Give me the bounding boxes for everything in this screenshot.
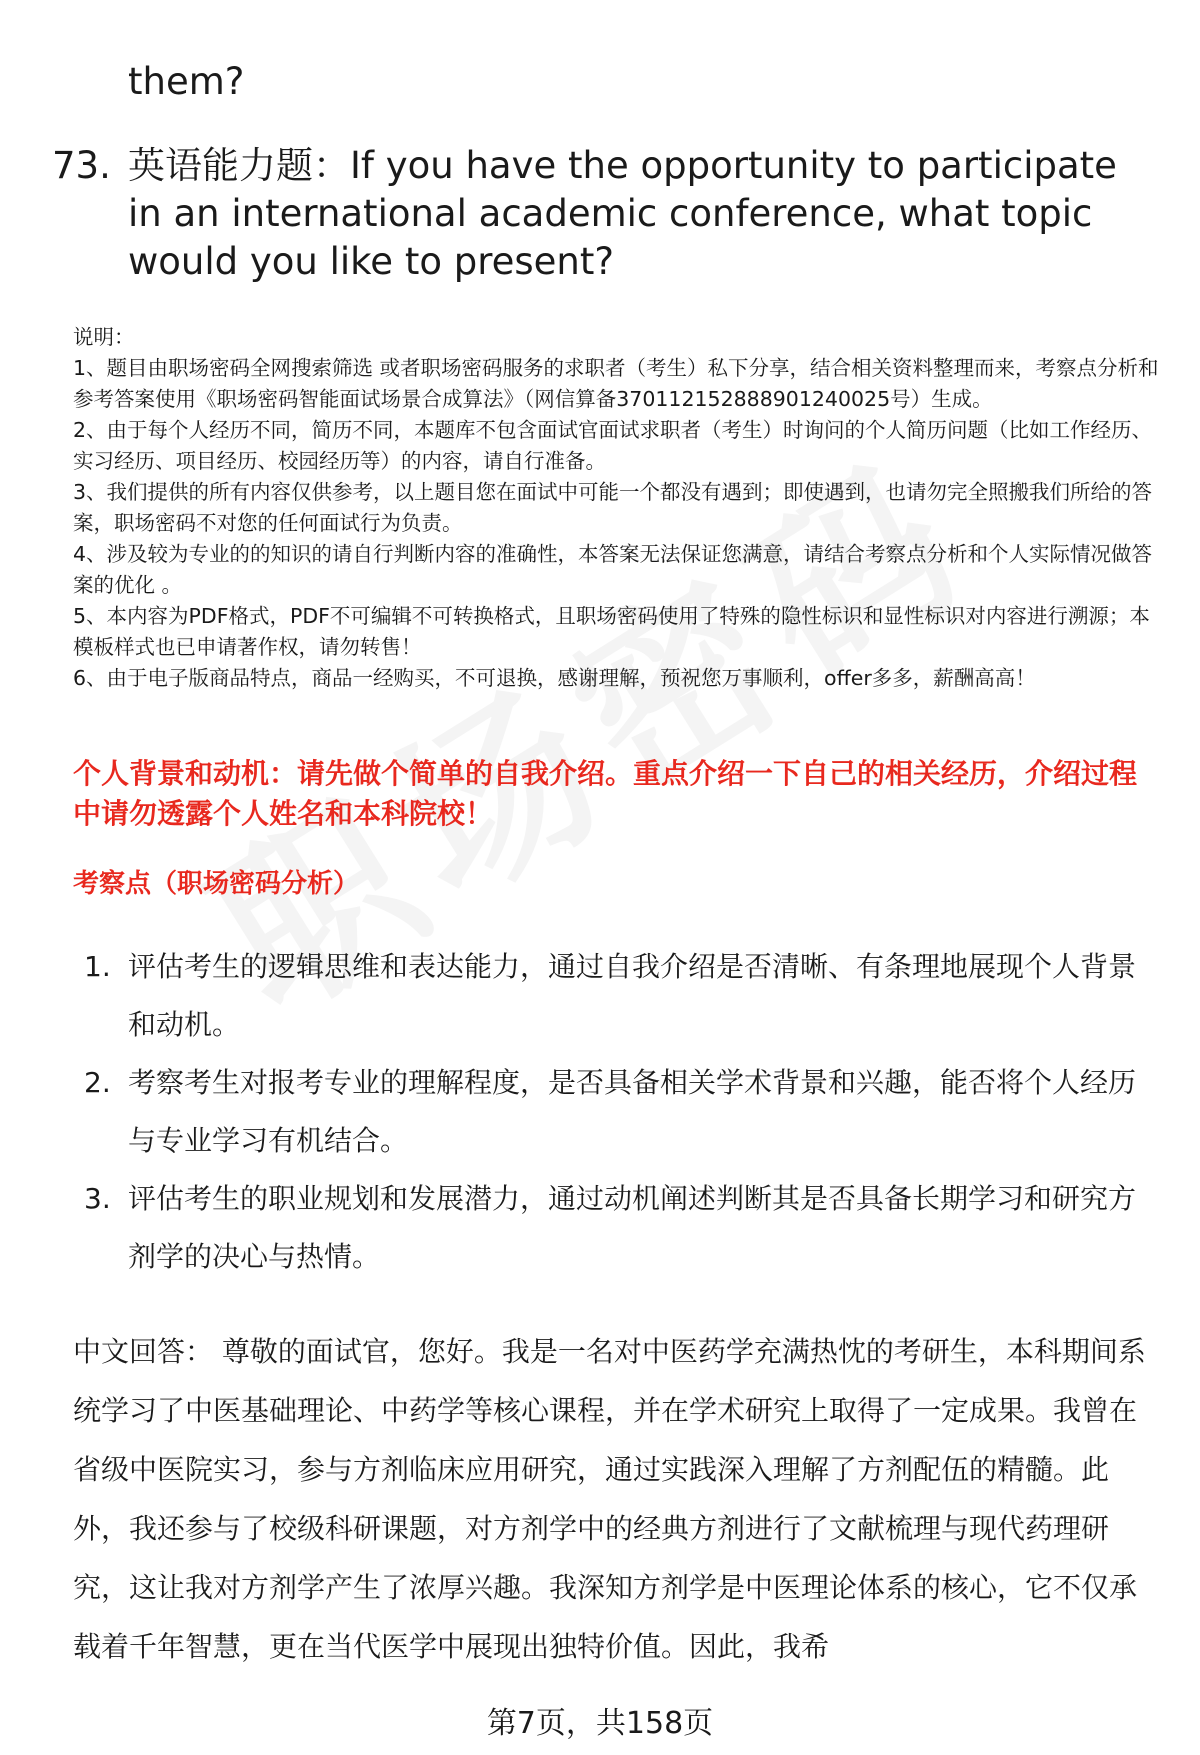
note-item: 5、本内容为PDF格式，PDF不可编辑不可转换格式，且职场密码使用了特殊的隐性标识和显性标识对内容进行溯源；本模板样式也已申请著作权，请勿转售！ <box>73 604 1150 659</box>
point-text: 考察考生对报考专业的理解程度，是否具备相关学术背景和兴趣，能否将个人经历与专业学习有机结合。 <box>128 1066 1137 1157</box>
note-item: 3、我们提供的所有内容仅供参考，以上题目您在面试中可能一个都没有遇到；即使遇到，也请勿完全照搬我们所给的答案，职场密码不对您的任何面试行为负责。 <box>73 480 1153 535</box>
chinese-answer: 中文回答： 尊敬的面试官，您好。我是一名对中医药学充满热忱的考研生，本科期间系统学习了中医基础理论、中药学等核心课程，并在学术研究上取得了一定成果。我曾在省级中医院实习，参与方剂临床应用研究，通过实践深入理解了方剂配伍的精髓。此外，我还参与了校级科研课题，对方剂学中的经典方剂进行了文献梳理与现代药理研究，这让我对方剂学产生了浓厚兴趣。我深知方剂学是中医理论体系的核心，它不仅承载着千年智慧，更在当代医学中展现出独特价值。因此，我希 <box>73 1335 1146 1663</box>
question-number: 73. <box>52 144 111 187</box>
page-footer: 第7页，共158页 <box>486 1706 714 1741</box>
analysis-heading: 考察点（职场密码分析） <box>73 869 360 899</box>
note-item: 2、由于每个人经历不同，简历不同，本题库不包含面试官面试求职者（考生）时询问的个人简历问题（比如工作经历、实习经历、项目经历、校园经历等）的内容，请自行准备。 <box>73 418 1153 473</box>
analysis-point <box>84 1054 1144 1170</box>
analysis-points-list <box>84 938 1144 1286</box>
question-text: 英语能力题：If you have the opportunity to participate in an international academic conference, what topic would you like to present? <box>128 144 1117 283</box>
point-number: 1. <box>84 950 111 983</box>
note-item: 6、由于电子版商品特点，商品一经购买，不可退换，感谢理解，预祝您万事顺利，offer多多，薪酬高高！ <box>73 666 1036 690</box>
point-text: 评估考生的职业规划和发展潜力，通过动机阐述判断其是否具备长期学习和研究方剂学的决心与热情。 <box>128 1182 1137 1273</box>
analysis-point <box>84 1170 1144 1286</box>
note-item: 4、涉及较为专业的的知识的请自行判断内容的准确性，本答案无法保证您满意，请结合考察点分析和个人实际情况做答案的优化 。 <box>73 542 1153 597</box>
previous-question-continuation: them? <box>128 60 245 103</box>
question-73 <box>52 142 1162 286</box>
point-number: 3. <box>84 1182 111 1215</box>
disclaimer-notes <box>73 322 1163 694</box>
notes-heading: 说明： <box>73 325 135 349</box>
point-text: 评估考生的逻辑思维和表达能力，通过自我介绍是否清晰、有条理地展现个人背景和动机。 <box>128 950 1137 1041</box>
point-number: 2. <box>84 1066 111 1099</box>
note-item: 1、题目由职场密码全网搜索筛选 或者职场密码服务的求职者（考生）私下分享，结合相关资料整理而来，考察点分析和参考答案使用《职场密码智能面试场景合成算法》（网信算备370112152888901240025号）生成。 <box>73 356 1159 411</box>
interview-question-heading: 个人背景和动机：请先做个简单的自我介绍。重点介绍一下自己的相关经历，介绍过程中请勿透露个人姓名和本科院校！ <box>73 757 1138 830</box>
analysis-point <box>84 938 1144 1054</box>
